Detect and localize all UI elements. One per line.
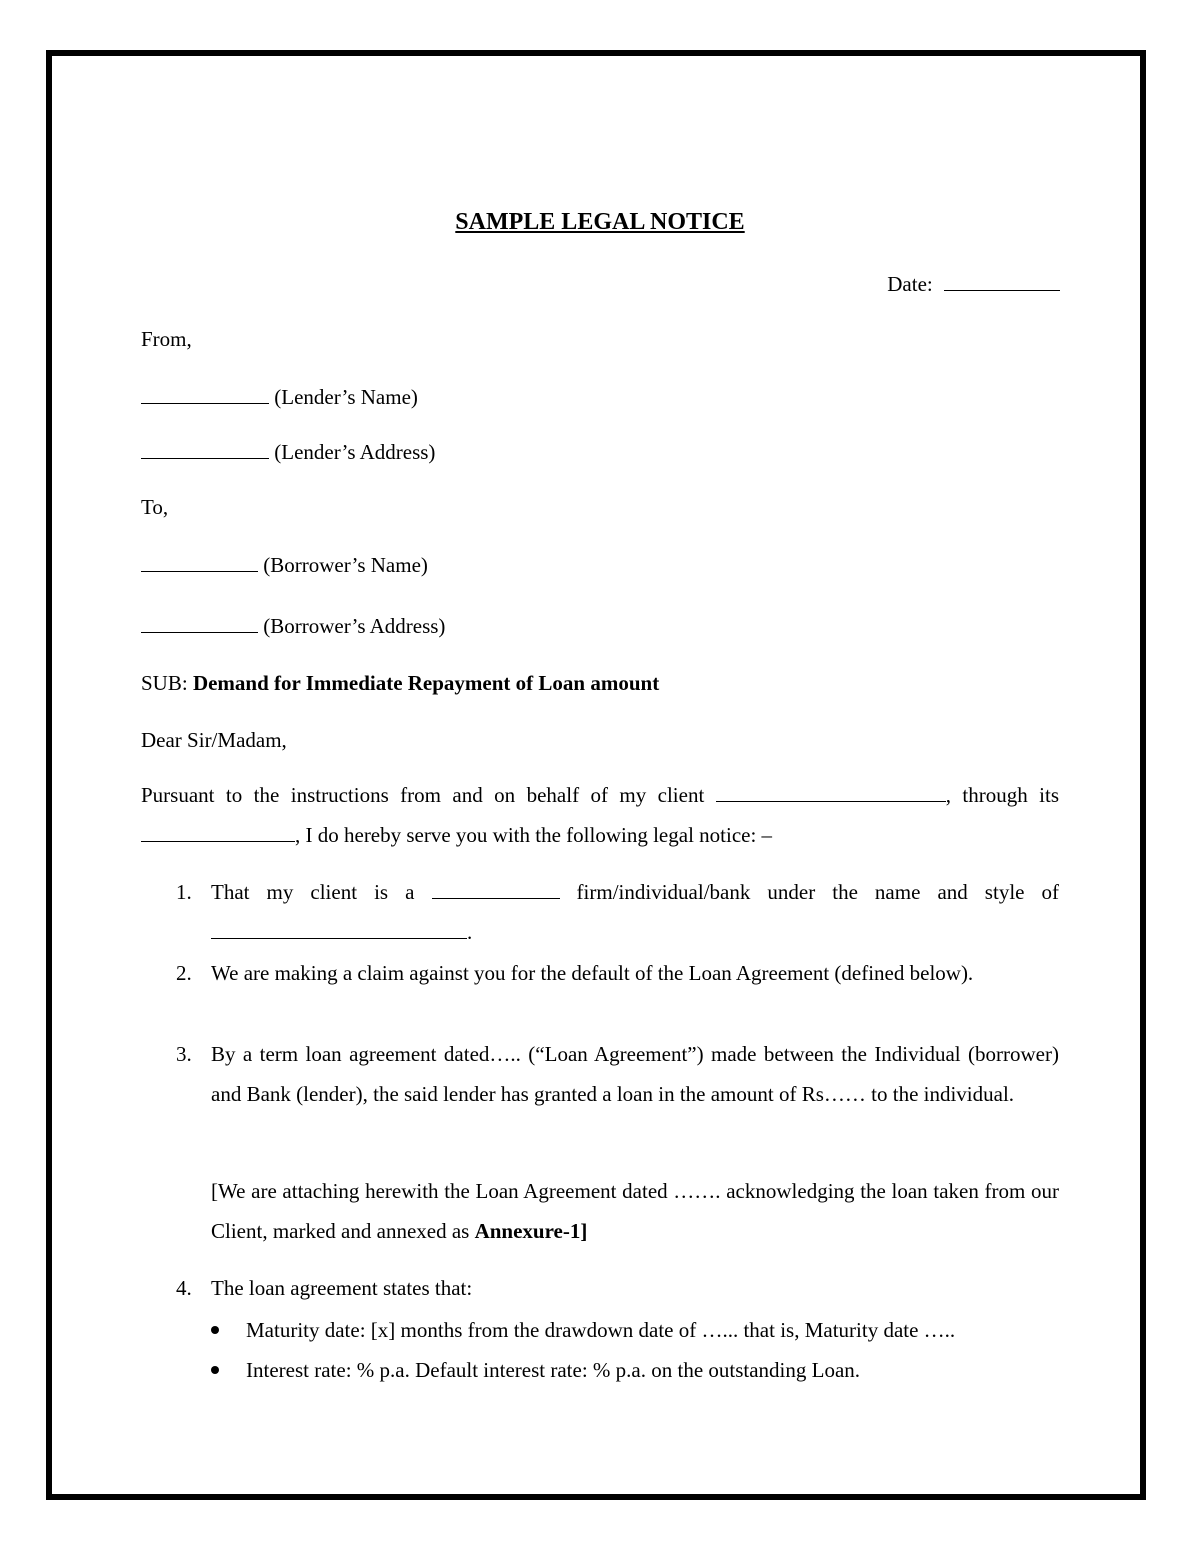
- subject-text: Demand for Immediate Repayment of Loan amount: [192, 671, 660, 695]
- date-line: [887, 272, 1060, 295]
- item-number: 3.: [176, 1042, 192, 1066]
- bullet-icon: [211, 1326, 219, 1334]
- item-1-part-3: .: [467, 920, 473, 944]
- borrower-address-label: (Borrower’s Address): [263, 614, 446, 638]
- bullet-icon: [211, 1366, 219, 1374]
- through-blank: [141, 823, 295, 842]
- annexure-note-text: [We are attaching herewith the Loan Agreement dated ……. acknowledging the loan taken from our Client, marked and annexed as: [211, 1179, 1059, 1243]
- salutation: Dear Sir/Madam,: [141, 728, 287, 752]
- bullet-text: Interest rate: % p.a. Default interest rate: % p.a. on the outstanding Loan.: [246, 1358, 861, 1382]
- item-body: By a term loan agreement dated….. (“Loan Agreement”) made between the Individual (borrower) and Bank (lender), the said lender has granted a loan in the amount of Rs…… to the individual.: [211, 1042, 1059, 1106]
- annexure-label: Annexure-1]: [474, 1219, 588, 1243]
- from-label: From,: [141, 327, 192, 351]
- item-body: [211, 872, 1059, 952]
- bullet-text: Maturity date: [x] months from the drawdown date of …... that is, Maturity date …..: [246, 1318, 956, 1342]
- subject-prefix: SUB:: [141, 671, 188, 695]
- borrower-name-line: [141, 553, 428, 576]
- lender-name-blank: [141, 385, 269, 404]
- subject-line: [141, 673, 659, 694]
- list-item-3: [141, 1034, 1059, 1114]
- lender-address-blank: [141, 440, 269, 459]
- lender-address-line: [141, 440, 435, 463]
- intro-part-3: , I do hereby serve you with the following legal notice: –: [295, 823, 773, 847]
- bullet-item: [211, 1350, 1059, 1390]
- borrower-address-blank: [141, 614, 258, 633]
- item-number: 4.: [176, 1276, 192, 1300]
- item-number: 1.: [176, 880, 192, 904]
- item-body: The loan agreement states that:: [211, 1276, 473, 1300]
- list-item-2: [141, 953, 1059, 993]
- annexure-note: [141, 1171, 1059, 1251]
- borrower-name-label: (Borrower’s Name): [263, 553, 428, 577]
- item-1-part-1: That my client is a: [211, 880, 415, 904]
- to-label: To,: [141, 495, 169, 519]
- date-blank: [944, 272, 1060, 291]
- bullet-item: [211, 1310, 1059, 1350]
- item-number: 2.: [176, 961, 192, 985]
- intro-part-1: Pursuant to the instructions from and on behalf of my client: [141, 783, 705, 807]
- item-1-style-blank: [211, 920, 467, 939]
- lender-name-line: [141, 385, 418, 408]
- document-title: SAMPLE LEGAL NOTICE: [455, 209, 745, 235]
- lender-address-label: (Lender’s Address): [274, 440, 436, 464]
- item-1-type-blank: [432, 880, 560, 899]
- annexure-note-body: [211, 1171, 1059, 1251]
- list-item-4: [141, 1268, 1059, 1308]
- item-1-part-2: firm/individual/bank under the name and style of: [576, 880, 1060, 904]
- item-body: We are making a claim against you for the default of the Loan Agreement (defined below).: [211, 961, 974, 985]
- date-label: Date:: [887, 272, 933, 296]
- borrower-name-blank: [141, 553, 258, 572]
- intro-paragraph: [141, 775, 1059, 855]
- intro-part-2: , through its: [945, 783, 1060, 807]
- borrower-address-line: [141, 614, 445, 637]
- client-name-blank: [716, 783, 946, 802]
- lender-name-label: (Lender’s Name): [274, 385, 418, 409]
- list-item-1: [141, 872, 1059, 952]
